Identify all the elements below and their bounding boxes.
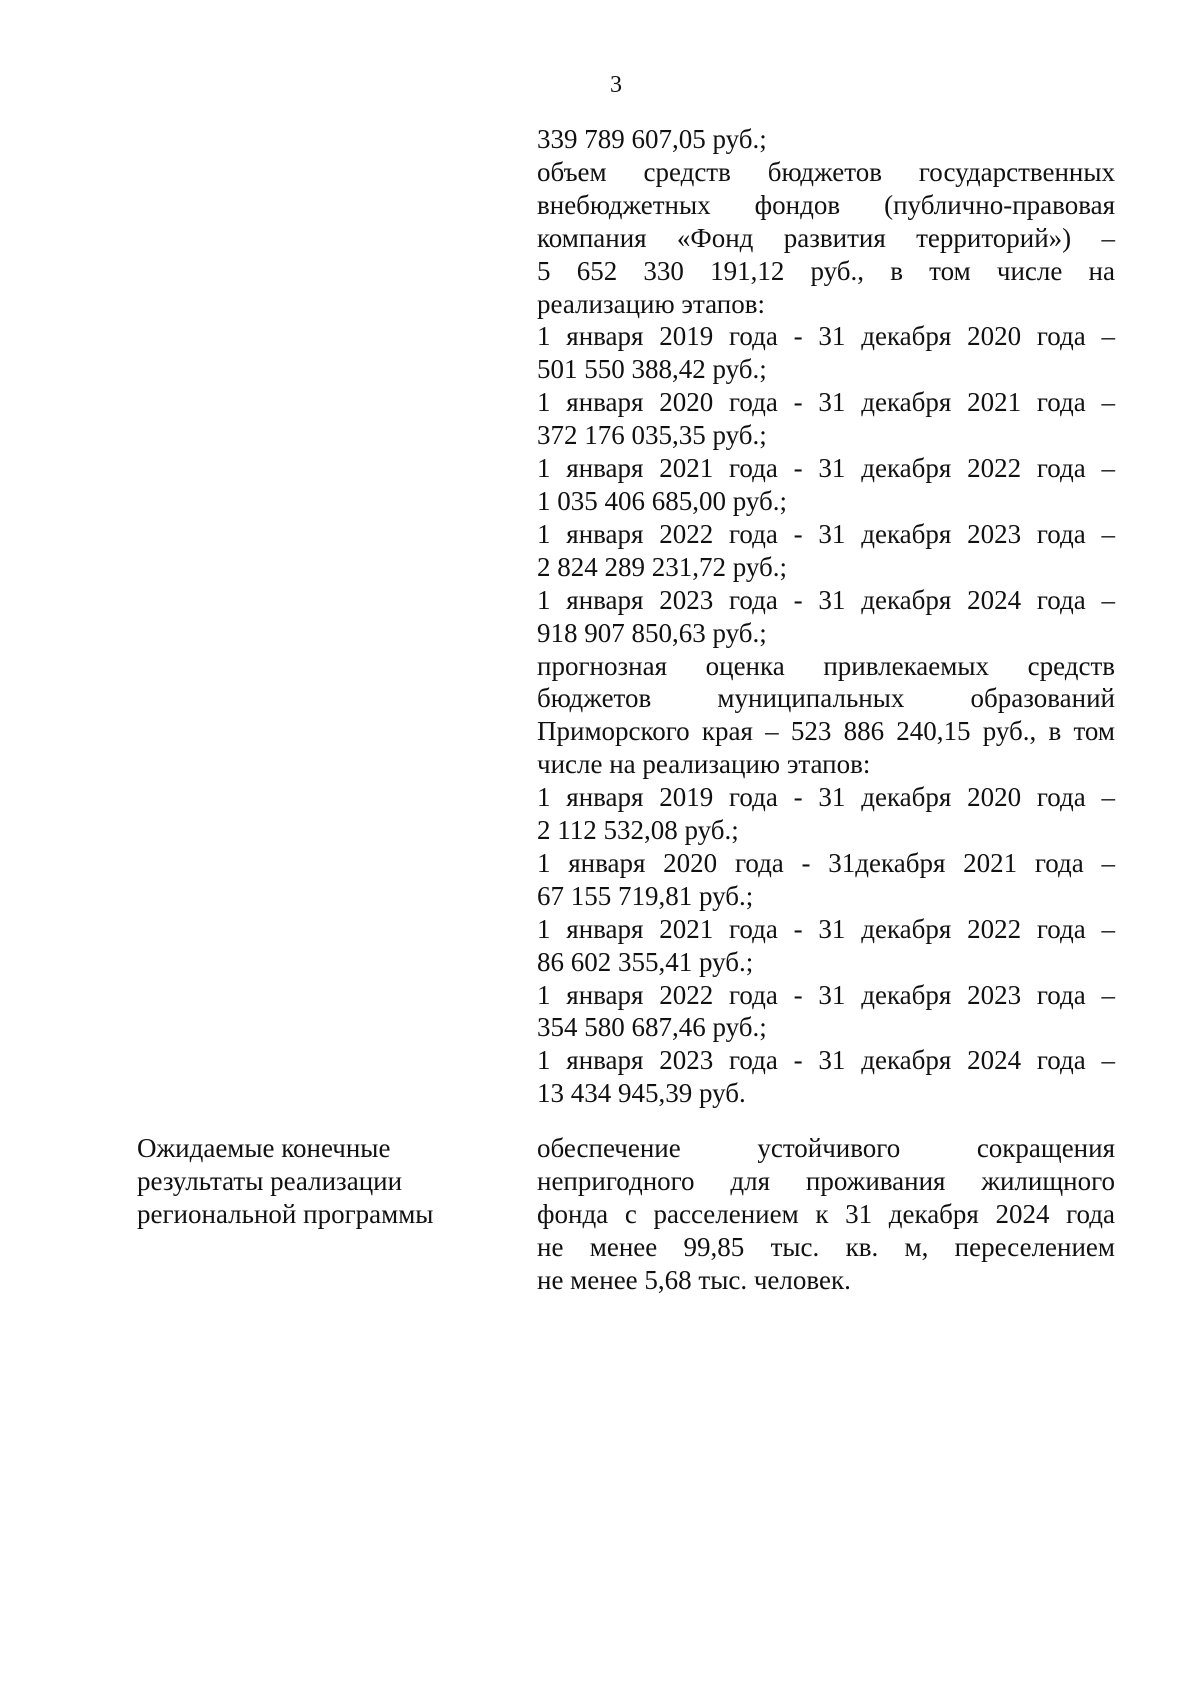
stage-period-line: 1 января 2021 года - 31 декабря 2022 года – — [537, 453, 1115, 484]
results-text-line: фонда с расселением к 31 декабря 2024 года — [537, 1198, 1115, 1229]
funding-line: Приморского края – 523 886 240,15 руб., в том — [537, 716, 1115, 747]
stage-amount-line: 372 176 035,35 руб.; — [537, 420, 767, 451]
results-text-line: непригодного для проживания жилищного — [537, 1165, 1115, 1196]
results-text-line: обеспечение устойчивого сокращения — [537, 1133, 1115, 1163]
results-text-line: не менее 99,85 тыс. кв. м, переселением — [537, 1231, 1115, 1262]
stage-period-line: 1 января 2019 года - 31 декабря 2020 года – — [537, 321, 1115, 352]
results-text-line: не менее 5,68 тыс. человек. — [537, 1264, 851, 1295]
funding-line: реализацию этапов: — [537, 288, 765, 319]
results-text — [537, 1132, 1115, 1297]
stage-amount-line: 2 112 532,08 руб.; — [537, 815, 739, 846]
results-label-line: региональной программы — [137, 1198, 434, 1229]
stage-period-line: 1 января 2020 года - 31 декабря 2021 года – — [537, 387, 1115, 418]
stage-period-line: 1 января 2019 года - 31 декабря 2020 года – — [537, 782, 1115, 813]
results-label — [137, 1132, 477, 1231]
stage-period-line: 1 января 2020 года - 31декабря 2021 года – — [537, 847, 1115, 878]
stage-amount-line: 2 824 289 231,72 руб.; — [537, 551, 788, 582]
results-label-line: результаты реализации — [137, 1165, 403, 1196]
stage-amount-line: 1 035 406 685,00 руб.; — [537, 485, 788, 516]
funding-line: числе на реализацию этапов: — [537, 749, 871, 780]
stage-period-line: 1 января 2023 года - 31 декабря 2024 года – — [537, 584, 1115, 615]
funding-line: 5 652 330 191,12 руб., в том числе на — [537, 255, 1115, 286]
funding-line: прогнозная оценка привлекаемых средств — [537, 650, 1115, 681]
page-number: 3 — [610, 72, 622, 98]
funding-line: компания «Фонд развития территорий») – — [537, 222, 1115, 253]
funding-line: внебюджетных фондов (публично-правовая — [537, 189, 1115, 220]
results-label-line: Ожидаемые конечные — [137, 1133, 391, 1163]
stage-period-line: 1 января 2023 года - 31 декабря 2024 года – — [537, 1045, 1115, 1076]
funding-line: 339 789 607,05 руб.; — [537, 124, 767, 154]
stage-period-line: 1 января 2022 года - 31 декабря 2023 года – — [537, 518, 1115, 549]
stage-amount-line: 501 550 388,42 руб.; — [537, 354, 767, 385]
stage-period-line: 1 января 2022 года - 31 декабря 2023 года – — [537, 979, 1115, 1010]
stage-amount-line: 918 907 850,63 руб.; — [537, 617, 767, 648]
funding-sources-text — [537, 123, 1115, 1110]
stage-amount-line: 86 602 355,41 руб.; — [537, 946, 754, 977]
funding-line: объем средств бюджетов государственных — [537, 156, 1115, 187]
funding-line: бюджетов муниципальных образований — [537, 683, 1115, 714]
stage-amount-line: 67 155 719,81 руб.; — [537, 880, 754, 911]
stage-amount-line: 354 580 687,46 руб.; — [537, 1012, 767, 1043]
stage-amount-line: 13 434 945,39 руб. — [537, 1078, 746, 1109]
stage-period-line: 1 января 2021 года - 31 декабря 2022 года – — [537, 913, 1115, 944]
